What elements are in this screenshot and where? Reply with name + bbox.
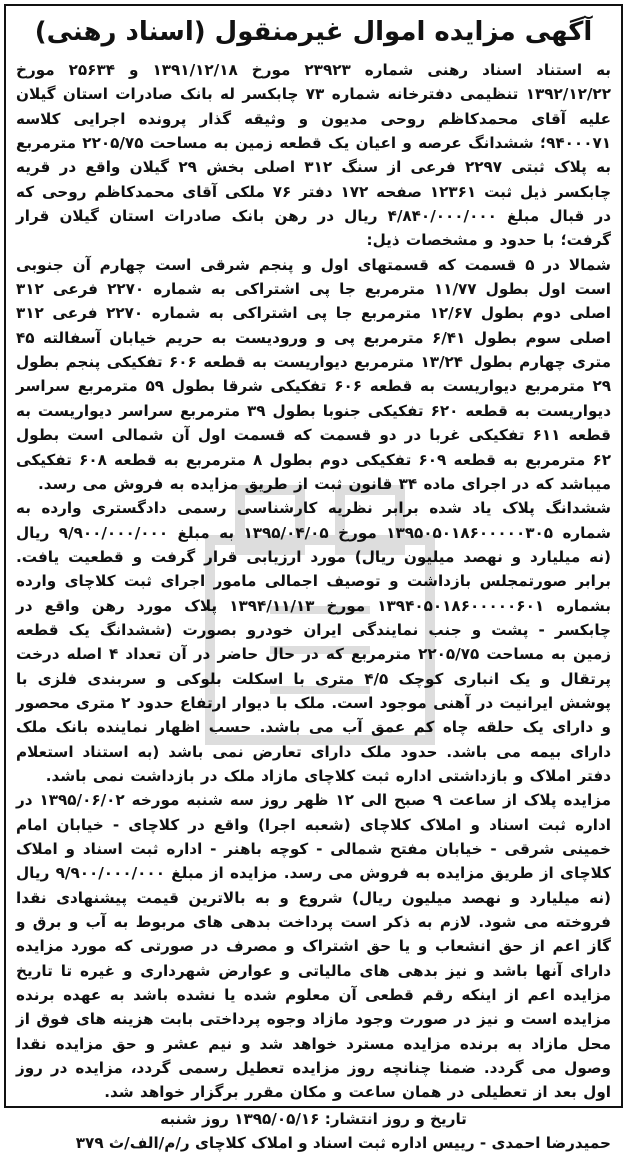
- signature-line: حمیدرضا احمدی - رییس اداره ثبت اسناد و املاک کلاچای ر/م/الف/ث ۳۷۹: [75, 1134, 611, 1153]
- legal-notice: [4, 4, 623, 1153]
- notice-paragraph-boundaries: شمالا در ۵ قسمت که قسمتهای اول و پنجم شرقی است چهارم آن جنوبی است اول بطول ۱۱/۷۷ مترمربع جا پی اشتراکی به شماره ۲۲۷۰ فرعی ۳۱۲ اصلی دوم بطول ۱۲/۶۷ مترمربع جا پی اشتراکی به شماره ۲۲۷۰ فرعی ۳۱۲ اصلی سوم بطول ۶/۴۱ مترمربع پی و ورودیست به حریم خیابان آسفالته ۴۵ متری چهارم بطول ۱۳/۲۴ مترمربع دیواریست به قطعه ۶۰۶ تفکیکی پنجم بطول ۲۹ مترمربع دیواریست به قطعه ۶۰۶ تفکیکی شرقا بطول ۵۹ مترمربع سراسر دیواریست به قطعه ۶۲۰ تفکیکی جنوبا بطول ۳۹ مترمربع سراسر دیواریست به قطعه ۶۱۱ تفکیکی غربا در دو قسمت که قسمت اول آن شمالی است بطول ۶۲ مترمربع به قطعه ۶۰۹ تفکیکی دوم بطول ۸ مترمربع به قطعه ۶۰۸ تفکیکی میباشد که در اجرای ماده ۳۴ قانون ثبت از طریق مزایده به فروش می رسد.: [16, 255, 612, 493]
- notice-footer: [16, 1107, 611, 1155]
- notice-paragraph-appraisal: ششدانگ پلاک یاد شده برابر نظریه کارشناسی رسمی دادگستری وارده به شماره ۱۳۹۵۰۵۰۱۸۶۰۰۰۰۰۳۰۵ مورخ ۱۳۹۵/۰۴/۰۵ به مبلغ ۹/۹۰۰/۰۰۰/۰۰۰ ریال (نه میلیارد و نهصد میلیون ریال) مورد ارزیابی قرار گرفت و قطعیت یافت. برابر صورتمجلس بازداشت و توصیف اجمالی مامور اجرای ثبت کلاچای وارده بشماره ۱۳۹۴۰۵۰۱۸۶۰۰۰۰۰۶۰۱ مورخ ۱۳۹۴/۱۱/۱۳ پلاک مورد رهن واقع در چابکسر - پشت و جنب نمایندگی ایران خودرو بصورت (ششدانگ یک قطعه زمین به مساحت ۲۲۰۵/۷۵ مترمربع که در حال حاضر در آن تعداد ۴ اصله درخت پرتقال و یک انباری کوچک ۴/۵ متری با اسکلت بلوکی و سربندی فلزی با پوشش ایرانیت در آهنی موجود است. ملک با دیوار ارتفاع حدود ۲ متری محصور و دارای یک حلقه چاه کم عمق آب می باشد. حسب اظهار نماینده بانک ملک دارای بیمه می باشد. حدود ملک دارای تعارض نمی باشد (به استناد استعلام دفتر املاک و بازداشتی اداره ثبت کلاچای مازاد ملک در بازداشت نمی باشد.: [16, 499, 612, 785]
- notice-title: آگهی مزایده اموال غیرمنقول (اسناد رهنی): [34, 17, 593, 47]
- publish-date: تاریخ و روز انتشار: ۱۳۹۵/۰۵/۱۶ روز شنبه: [160, 1109, 467, 1128]
- notice-paragraph-intro: به استناد اسناد رهنی شماره ۲۳۹۲۳ مورخ ۱۳۹۱/۱۲/۱۸ و ۲۵۶۳۴ مورخ ۱۳۹۲/۱۲/۲۲ تنظیمی دفترخانه شماره ۷۳ چابکسر له بانک صادرات استان گیلان علیه آقای محمدکاظم روحی مدیون و وثیقه گذار پرونده اجرایی کلاسه ۹۴۰۰۰۷۱؛ ششدانگ عرصه و اعیان یک قطعه زمین به مساحت ۲۲۰۵/۷۵ مترمربع به پلاک ثبتی ۲۲۹۷ فرعی از سنگ ۳۱۲ اصلی بخش ۲۹ گیلان واقع در قریه چابکسر ذیل ثبت ۱۲۳۶۱ صفحه ۱۷۲ دفتر ۷۶ ملکی آقای محمدکاظم روحی که در قبال مبلغ ۴/۸۴۰/۰۰۰/۰۰۰ ریال در رهن بانک صادرات استان گیلان قرار گرفت؛ با حدود و مشخصات ذیل:: [16, 61, 612, 250]
- notice-paragraph-auction-terms: مزایده پلاک از ساعت ۹ صبح الی ۱۲ ظهر روز سه شنبه مورخه ۱۳۹۵/۰۶/۰۲ در اداره ثبت اسناد و املاک کلاچای (شعبه اجرا) واقع در کلاچای - خیابان امام خمینی شرقی - خیابان مفتح شمالی - کوچه باهنر - اداره ثبت اسناد و املاک کلاچای از طریق مزایده به فروش می رسد. مزایده از مبلغ ۹/۹۰۰/۰۰۰/۰۰۰ ریال (نه میلیارد و نهصد میلیون ریال) شروع و به بالاترین قیمت پیشنهادی نقدا فروخته می شود. لازم به ذکر است پرداخت بدهی های مربوط به آب و برق و گاز اعم از حق انشعاب و یا حق اشتراک و مصرف در صورتی که مورد مزایده دارای آنها باشد و نیز بدهی های مالیاتی و عوارض شهرداری و غیره تا تاریخ مزایده اعم از اینکه رقم قطعی آن معلوم شده یا نشده باشد به عهده برنده مزایده است و نیز در صورت وجود مازاد وجوه پرداختی بابت هزینه های فوق از محل مازاد به برنده مزایده مسترد خواهد شد و نیم عشر و حق مزایده نقدا وصول می گردد. ضمنا چنانچه روز مزایده تعطیل رسمی گردد، مزایده در روز اول بعد از تعطیلی در همان ساعت و مکان مقرر برگزار خواهد شد.: [16, 791, 611, 1102]
